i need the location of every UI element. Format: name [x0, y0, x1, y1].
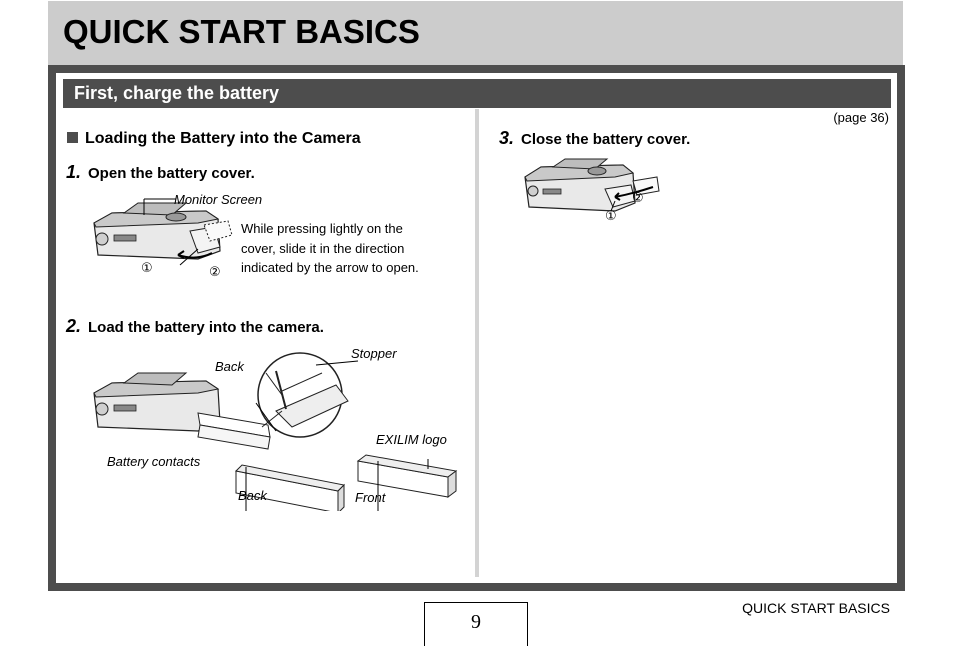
step-1-description — [241, 219, 419, 278]
description-line: While pressing lightly on the — [241, 221, 403, 236]
step-1-text: Open the battery cover. — [88, 165, 255, 182]
section-header — [63, 79, 891, 108]
subheading-text: Loading the Battery into the Camera — [85, 130, 361, 147]
page-number-box — [424, 602, 528, 646]
step-3-mark-2: ② — [632, 190, 644, 205]
square-bullet-icon — [67, 132, 78, 143]
column-divider — [475, 109, 479, 577]
step-1-number: 1. — [66, 162, 82, 182]
content-panel — [56, 73, 897, 583]
label-stopper: Stopper — [351, 346, 397, 361]
step-3-text: Close the battery cover. — [521, 131, 691, 148]
step-1-mark-2: ② — [209, 264, 221, 279]
step-1-mark-1: ① — [141, 260, 153, 275]
leader-line-monitor — [140, 193, 180, 217]
step-2 — [66, 316, 324, 337]
label-front: Front — [355, 490, 386, 505]
step-1 — [66, 162, 255, 183]
label-back-top: Back — [215, 359, 244, 374]
description-line: indicated by the arrow to open. — [241, 260, 419, 275]
subheading — [67, 130, 361, 148]
step-3-number: 3. — [499, 128, 515, 148]
step-2-text: Load the battery into the camera. — [88, 319, 324, 336]
label-exilim-logo: EXILIM logo — [376, 432, 447, 447]
label-monitor-screen: Monitor Screen — [174, 192, 263, 207]
step-2-number: 2. — [66, 316, 82, 336]
camera-close-cover-illustration — [519, 155, 679, 235]
step-3 — [499, 128, 690, 149]
title-bar — [48, 1, 903, 65]
battery-loading-illustration — [86, 351, 466, 511]
label-battery-contacts: Battery contacts — [107, 454, 201, 469]
page-number: 9 — [471, 611, 481, 633]
description-line: cover, slide it in the direction — [241, 240, 405, 256]
step-3-mark-1: ① — [605, 208, 617, 223]
label-back-bottom: Back — [238, 488, 267, 503]
content-frame — [48, 65, 905, 591]
page-title: QUICK START BASICS — [63, 13, 420, 50]
footer-section-name: QUICK START BASICS — [742, 600, 890, 616]
page-reference: (page 36) — [833, 110, 889, 125]
section-title: First, charge the battery — [74, 83, 280, 103]
